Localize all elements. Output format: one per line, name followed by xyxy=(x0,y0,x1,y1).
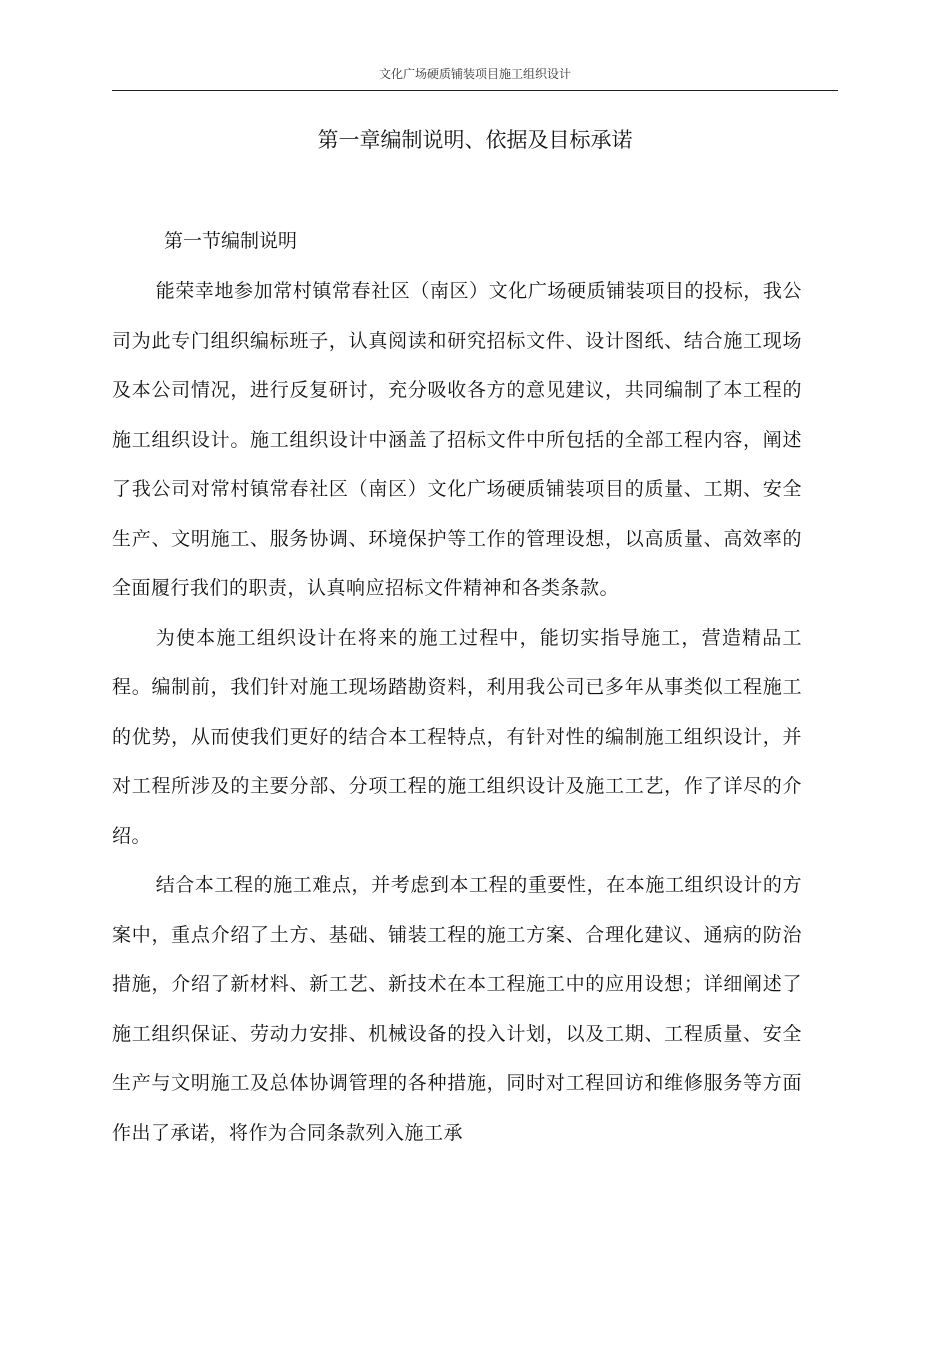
body-text xyxy=(112,267,802,1158)
chapter-title: 第一章编制说明、依据及目标承诺 xyxy=(317,128,633,152)
section-title: 第一节编制说明 xyxy=(164,230,298,252)
paragraph: 结合本工程的施工难点，并考虑到本工程的重要性，在本施工组织设计的方案中，重点介绍了土方、基础、铺装工程的施工方案、合理化建议、通病的防治措施，介绍了新材料、新工艺、新技术在本工程施工中的应用设想；详细阐述了施工组织保证、劳动力安排、机械设备的投入计划，以及工期、工程质量、安全生产与文明施工及总体协调管理的各种措施，同时对工程回访和维修服务等方面作出了承诺，将作为合同条款列入施工承 xyxy=(112,874,802,1144)
running-header: 文化广场硬质铺装项目施工组织设计 xyxy=(378,67,571,81)
header-divider xyxy=(112,90,838,91)
paragraph: 能荣幸地参加常村镇常春社区（南区）文化广场硬质铺装项目的投标，我公司为此专门组织编标班子，认真阅读和研究招标文件、设计图纸、结合施工现场及本公司情况，进行反复研讨，充分吸收各方的意见建议，共同编制了本工程的施工组织设计。施工组织设计中涵盖了招标文件中所包括的全部工程内容，阐述了我公司对常村镇常春社区（南区）文化广场硬质铺装项目的质量、工期、安全生产、文明施工、服务协调、环境保护等工作的管理设想，以高质量、高效率的全面履行我们的职责，认真响应招标文件精神和各类条款。 xyxy=(112,280,802,599)
paragraph: 为使本施工组织设计在将来的施工过程中，能切实指导施工，营造精品工程。编制前，我们针对施工现场踏勘资料，利用我公司已多年从事类似工程施工的优势，从而使我们更好的结合本工程特点，有针对性的编制施工组织设计，并对工程所涉及的主要分部、分项工程的施工组织设计及施工工艺，作了详尽的介绍。 xyxy=(112,626,802,847)
